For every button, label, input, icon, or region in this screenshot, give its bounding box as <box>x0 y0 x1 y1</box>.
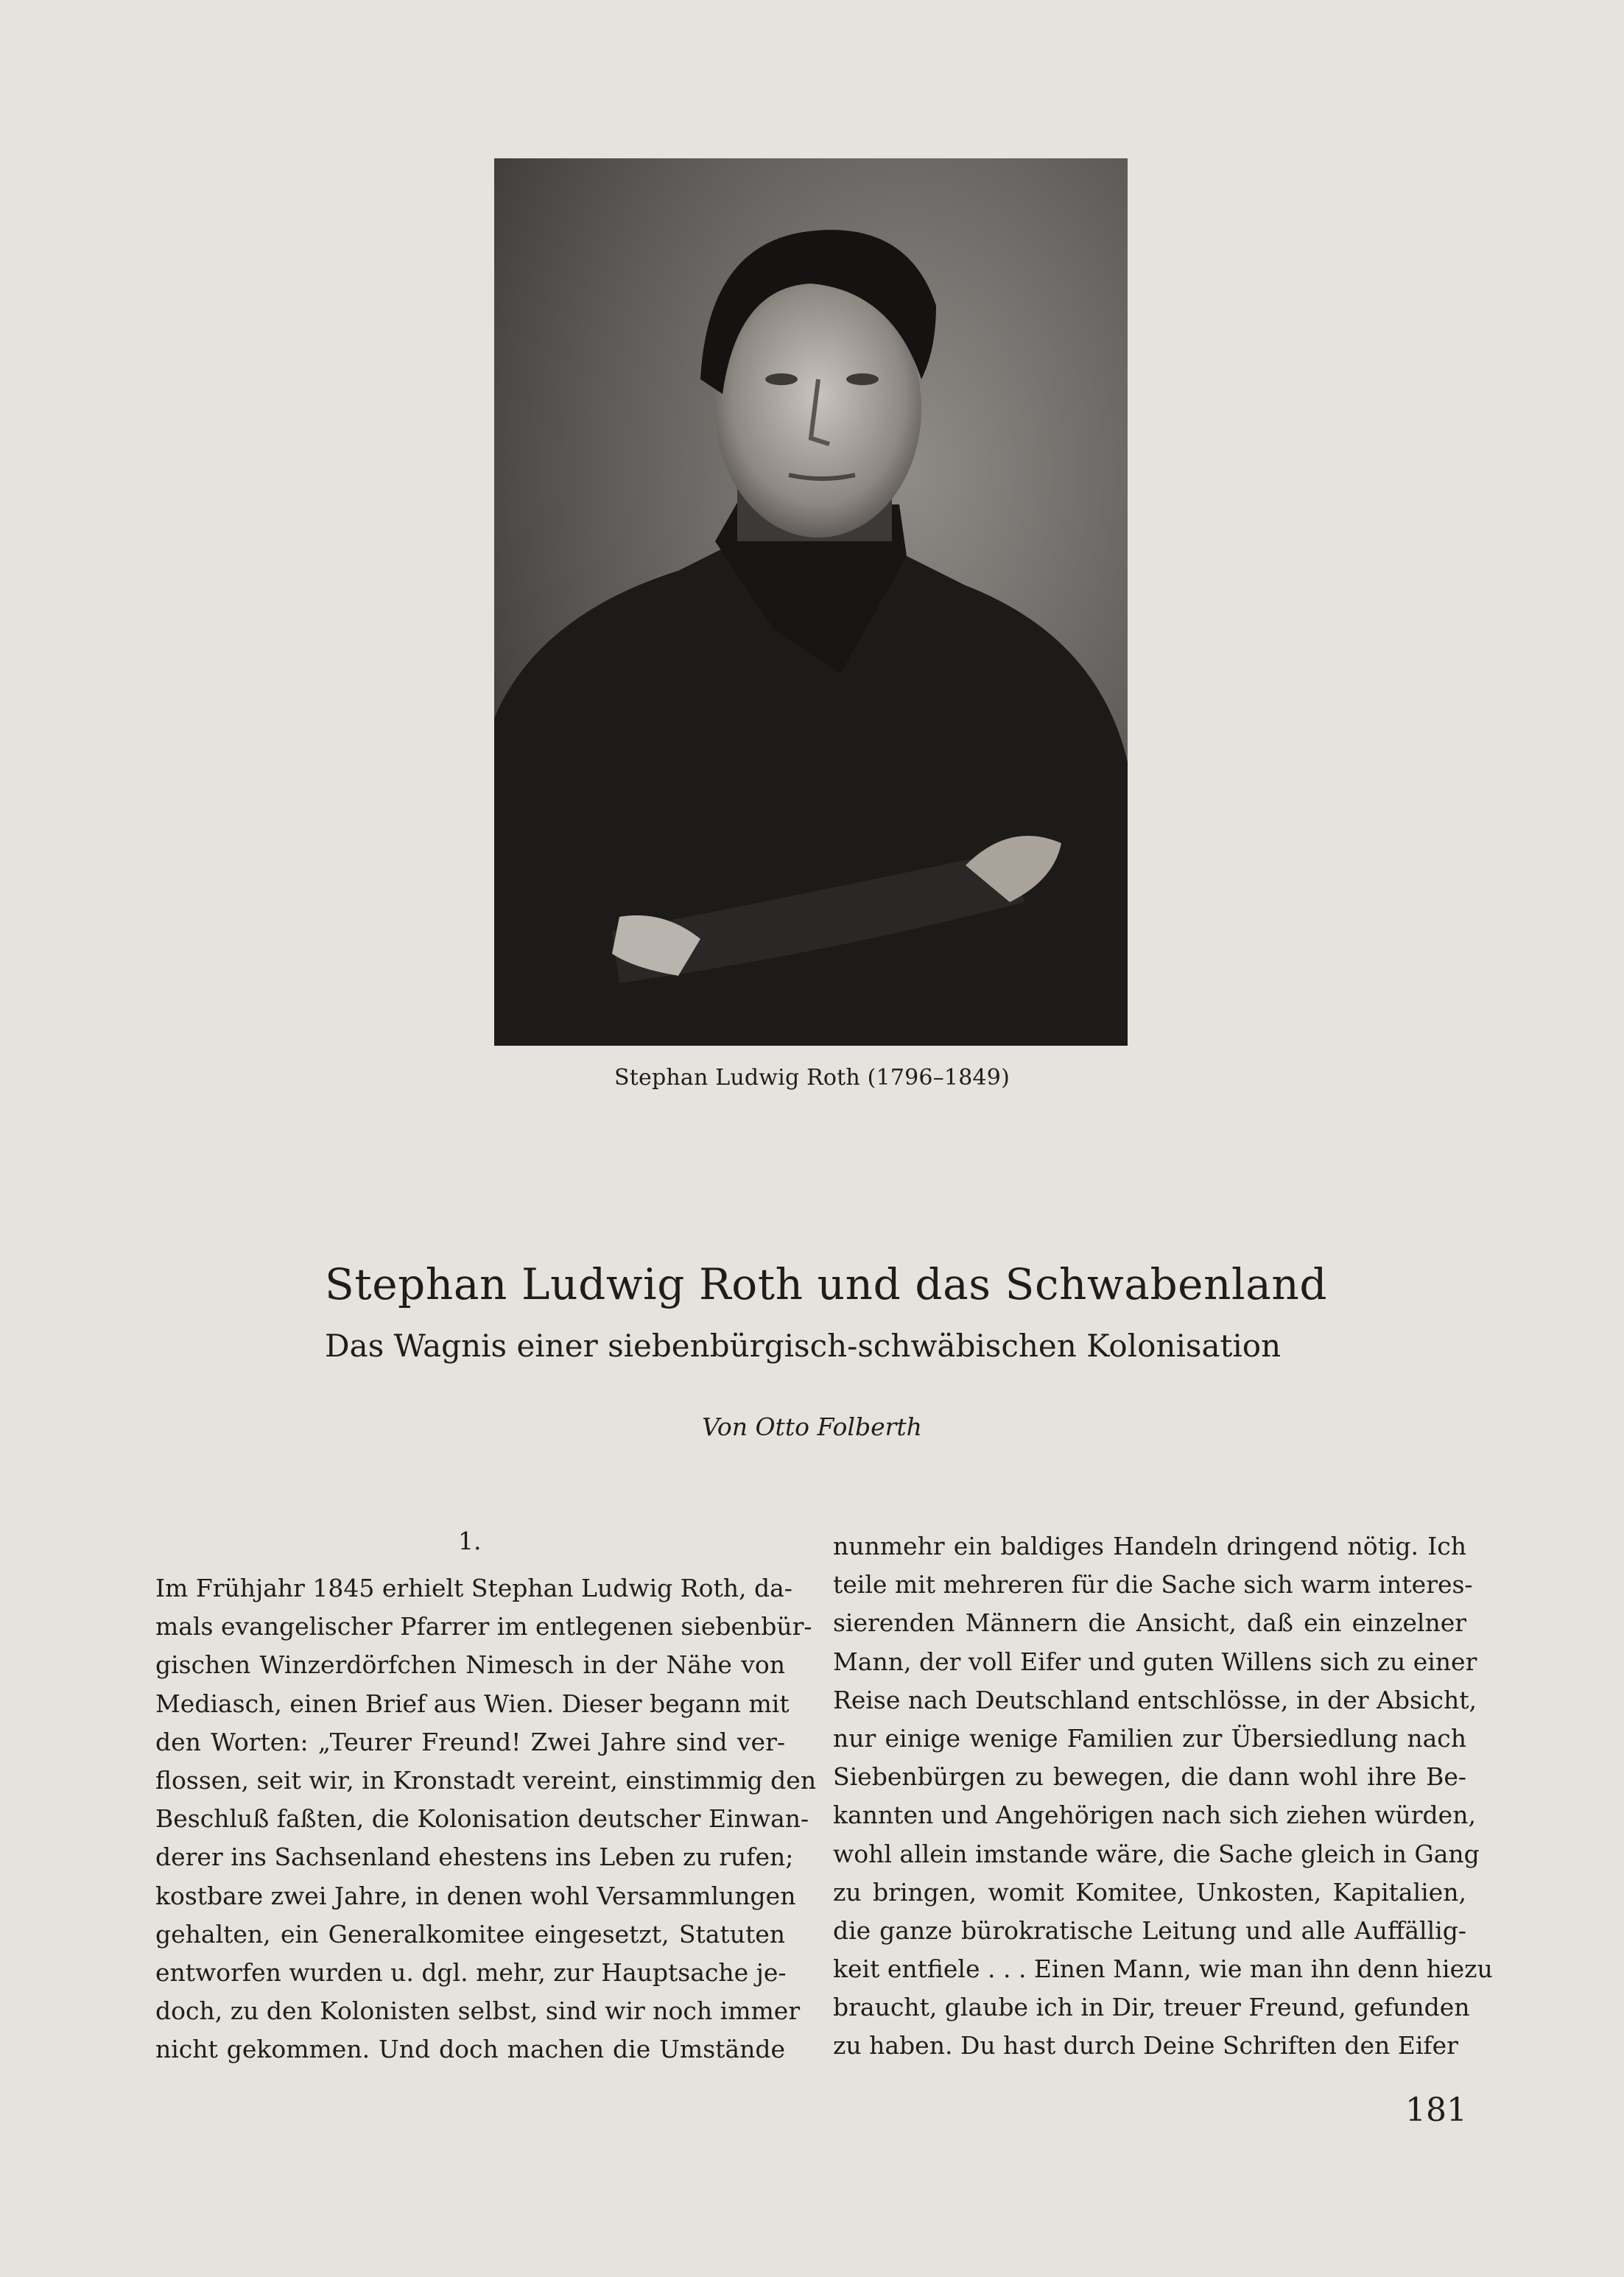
text-line: wohl allein imstande wäre, die Sache gleich in Gang <box>833 1839 1480 1868</box>
text-line: gischen Winzerdörfchen Nimesch in der Nähe von <box>155 1650 785 1680</box>
article-byline: Von Otto Folberth <box>702 1412 922 1441</box>
portrait-photo <box>494 158 1128 1046</box>
text-line: Reise nach Deutschland entschlösse, in der Absicht, <box>833 1685 1477 1714</box>
text-line: nunmehr ein baldiges Handeln dringend nötig. Ich <box>833 1532 1466 1560</box>
article-title: Stephan Ludwig Roth und das Schwabenland <box>325 1259 1328 1309</box>
text-line: zu bringen, womit Komitee, Unkosten, Kapitalien, <box>833 1877 1466 1907</box>
text-line: doch, zu den Kolonisten selbst, sind wir noch immer <box>155 1996 801 2026</box>
text-line: braucht, glaube ich in Dir, treuer Freund, gefunden <box>833 1993 1470 2022</box>
text-line: Beschluß faßten, die Kolonisation deutscher Einwan- <box>155 1804 809 1834</box>
text-line: sierenden Männern die Ansicht, daß ein einzelner <box>833 1608 1466 1638</box>
text-line: derer ins Sachsenland ehestens ins Leben zu rufen; <box>155 1843 794 1872</box>
left-column <box>155 1569 817 2069</box>
text-line: Mediasch, einen Brief aus Wien. Dieser begann mit <box>155 1689 790 1718</box>
photo-caption: Stephan Ludwig Roth (1796–1849) <box>614 1065 1010 1091</box>
text-line: zu haben. Du hast durch Deine Schriften den Eifer <box>833 2031 1458 2060</box>
text-line: keit entfiele . . . Einen Mann, wie man ihn denn hiezu <box>833 1954 1493 1984</box>
text-line: kostbare zwei Jahre, in denen wohl Versammlungen <box>155 1881 796 1910</box>
text-line: kannten und Angehörigen nach sich ziehen würden, <box>833 1801 1476 1830</box>
page-number: 181 <box>1405 2091 1467 2129</box>
text-line: Siebenbürgen zu bewegen, die dann wohl ihre Be- <box>833 1762 1466 1792</box>
text-line: Mann, der voll Eifer und guten Willens sich zu einer <box>833 1647 1477 1676</box>
portrait-image <box>494 158 1128 1046</box>
text-line: flossen, seit wir, in Kronstadt vereint, einstimmig den <box>155 1765 817 1795</box>
text-line: entworfen wurden u. dgl. mehr, zur Hauptsache je- <box>155 1957 787 1987</box>
text-line: gehalten, ein Generalkomitee eingesetzt, Statuten <box>155 1919 785 1949</box>
text-line: nur einige wenige Familien zur Übersiedlung nach <box>833 1723 1466 1753</box>
text-line: die ganze bürokratische Leitung und alle Auffällig- <box>833 1915 1466 1945</box>
section-number: 1. <box>458 1527 482 1555</box>
article-subtitle: Das Wagnis einer siebenbürgisch-schwäbischen Kolonisation <box>325 1328 1282 1364</box>
right-column <box>833 1527 1493 2066</box>
text-line: nicht gekommen. Und doch machen die Umstände <box>155 2035 785 2064</box>
text-line: teile mit mehreren für die Sache sich warm interes- <box>833 1570 1473 1599</box>
text-line: mals evangelischer Pfarrer im entlegenen siebenbür- <box>155 1612 812 1641</box>
text-line: Im Frühjahr 1845 erhielt Stephan Ludwig Roth, da- <box>155 1574 792 1602</box>
text-line: den Worten: „Teurer Freund! Zwei Jahre sind ver- <box>155 1727 785 1756</box>
